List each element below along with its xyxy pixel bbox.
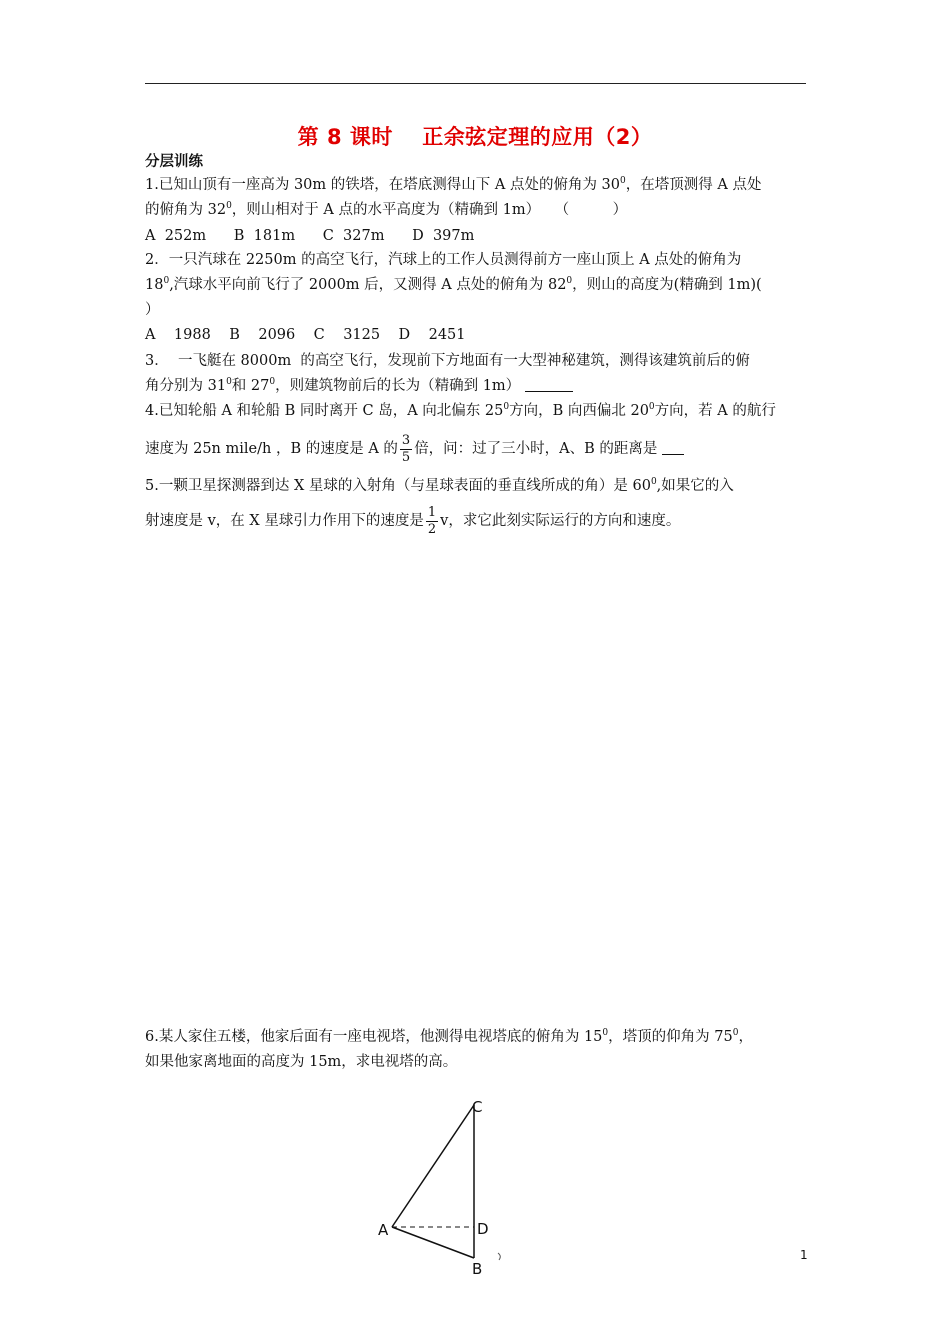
q3-line1: 3． 一飞艇在 8000m 的高空飞行，发现前下方地面有一大型神秘建筑，测得该建筑前后的俯 — [145, 353, 750, 369]
q4-line2: 速度为 25n mile/h ，B 的速度是 A 的 $\frac{3}{5}$ 倍，问：过了三小时，A、B 的距离是 — [145, 430, 684, 468]
stray-mark — [498, 1253, 500, 1260]
page-number: 1 — [800, 1248, 808, 1262]
label-b: B — [472, 1260, 483, 1278]
q2-options: A 1988 B 2096 C 3125 D 2451 — [145, 327, 466, 343]
header-rule — [145, 83, 806, 84]
q2-line1: 2．一只汽球在 2250m 的高空飞行，汽球上的工作人员测得前方一座山顶上 A 点处的俯角为 — [145, 252, 742, 268]
label-c: C — [472, 1098, 483, 1116]
section-heading: 分层训练 — [145, 154, 203, 170]
q2-line3: ） — [145, 302, 160, 318]
line-ab — [392, 1227, 474, 1258]
q5-line2: 射速度是 v，在 X 星球引力作用下的速度是 $\frac{1}{2}$ v，求它此刻实际运行的方向和速度。 — [145, 504, 681, 537]
answer-blank — [525, 377, 573, 392]
fraction-one-half: $\frac{1}{2}$ — [427, 504, 437, 537]
page-title: 第 8 课时 正余弦定理的应用（2） — [297, 125, 653, 149]
q6-line2: 如果他家离地面的高度为 15m，求电视塔的高。 — [145, 1054, 458, 1070]
q6-line1: 6.某人家住五楼，他家后面有一座电视塔，他测得电视塔底的俯角为 $15^0$，塔顶的仰角为 $75^0$， — [145, 1028, 753, 1045]
line-ac — [392, 1105, 474, 1227]
q1-line1: 1.已知山顶有一座高为 30m 的铁塔，在塔底测得山下 A 点处的俯角为 $30^0$，在塔顶测得 A 点处 — [145, 176, 762, 193]
answer-blank — [662, 440, 684, 455]
tower-diagram — [370, 1090, 530, 1280]
q3-line2: 角分别为 $31^0$和 $27^0$，则建筑物前后的长为（精确到 1m） — [145, 377, 573, 395]
q5-line1: 5.一颗卫星探测器到达 X 星球的入射角（与星球表面的垂直线所成的角）是 $60^0$,如果它的入 — [145, 477, 734, 494]
q1-options: A 252m B 181m C 327m D 397m — [145, 228, 475, 244]
label-a: A — [378, 1221, 389, 1239]
fraction-three-fifths: $\frac{3}{5}$ — [401, 432, 411, 465]
q1-line2: 的俯角为 $32^0$，则山相对于 A 点的水平高度为（精确到 1m） （ ） — [145, 201, 628, 218]
label-d: D — [477, 1220, 489, 1238]
q4-line1: 4.已知轮船 A 和轮船 B 同时离开 C 岛，A 向北偏东 $25^0$方向，B 向西偏北 $20^0$方向，若 A 的航行 — [145, 402, 776, 419]
q2-line2: $18^0$,汽球水平向前飞行了 2000m 后，又测得 A 点处的俯角为 $82^0$，则山的高度为(精确到 1m)( — [145, 276, 762, 293]
